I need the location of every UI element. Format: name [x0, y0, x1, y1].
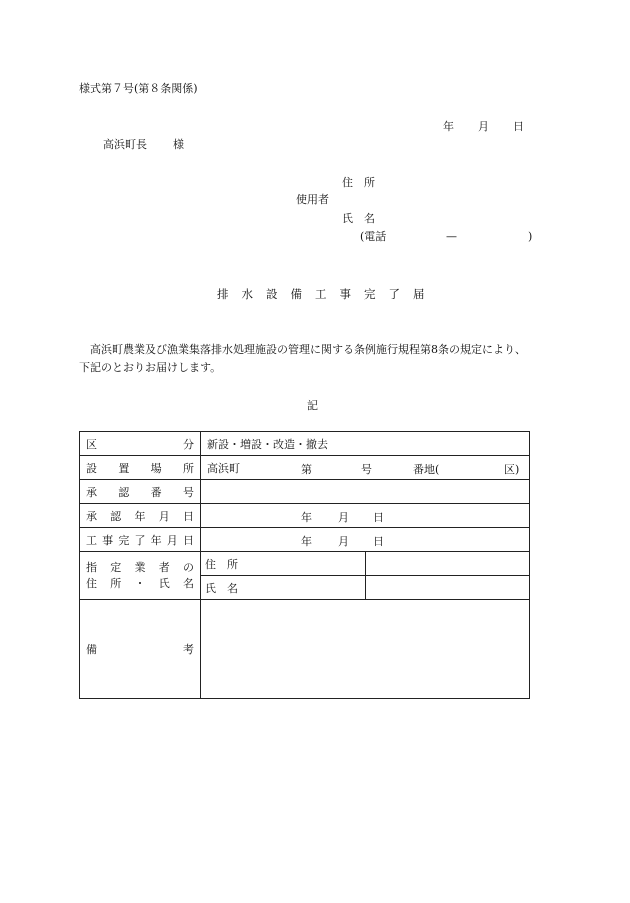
row-approval-date	[80, 504, 530, 528]
ki-heading: 記	[307, 399, 318, 412]
label-contractor: 指 定 業 者 の 住 所 ・ 氏 名	[80, 552, 201, 600]
applicant-phone-open: (電話	[360, 230, 387, 243]
form-table	[79, 431, 530, 699]
title-char: 届	[413, 287, 425, 301]
label-category: 区 分	[80, 432, 201, 456]
body-text-line-1: 高浜町農業及び漁業集落排水処理施設の管理に関する条例施行規程第8条の規定により、	[90, 343, 526, 356]
title-char: 設	[266, 287, 278, 301]
row-location	[80, 456, 530, 480]
date-line	[443, 120, 524, 134]
title-char: 水	[241, 287, 253, 301]
title-char: 排	[217, 287, 229, 301]
location-town: 高浜町	[207, 461, 240, 475]
completion-date-day: 日	[373, 535, 384, 548]
title-char: 工	[315, 287, 327, 301]
applicant-name-label: 氏 名	[342, 212, 375, 225]
body-text-line-2: 下記のとおりお届けします。	[79, 361, 222, 374]
label-completion-date: 工 事 完 了 年 月 日	[80, 528, 201, 552]
contractor-name-label: 氏 名	[201, 576, 366, 600]
location-ku: 区)	[504, 463, 520, 476]
row-contractor-address	[80, 552, 530, 576]
row-approval-number	[80, 480, 530, 504]
label-approval-number: 承 認 番 号	[80, 480, 201, 504]
row-remarks	[80, 600, 530, 699]
approval-date-day: 日	[373, 511, 384, 524]
completion-date-value[interactable]	[201, 528, 530, 552]
form-number: 様式第７号(第８条関係)	[79, 82, 198, 95]
applicant-phone-close: )	[528, 230, 533, 243]
label-location: 設 置 場 所	[80, 456, 201, 480]
row-category	[80, 432, 530, 456]
date-month-label: 月	[478, 120, 489, 133]
applicant-role-label: 使用者	[296, 193, 329, 206]
date-day-label: 日	[513, 120, 524, 133]
approval-date-year: 年	[301, 511, 312, 524]
date-year-label: 年	[443, 120, 454, 133]
remarks-value[interactable]	[201, 600, 530, 699]
label-remarks: 備 考	[80, 600, 201, 699]
location-banchi: 番地(	[413, 463, 440, 476]
completion-date-year: 年	[301, 535, 312, 548]
title-char: 完	[364, 287, 376, 301]
location-value[interactable]	[201, 456, 530, 480]
document-title	[217, 287, 425, 302]
applicant-address-label: 住 所	[342, 176, 375, 189]
label-approval-date: 承 認 年 月 日	[80, 504, 201, 528]
contractor-address-value[interactable]	[365, 552, 530, 576]
contractor-address-label: 住 所	[201, 552, 366, 576]
approval-number-value[interactable]	[201, 480, 530, 504]
location-dai: 第	[301, 463, 312, 476]
applicant-phone-dash: —	[446, 230, 457, 243]
approval-date-value[interactable]	[201, 504, 530, 528]
location-go: 号	[361, 463, 372, 476]
category-value[interactable]: 新設・増設・改造・撤去	[201, 432, 530, 456]
title-char: 事	[339, 287, 351, 301]
addressee-name: 高浜町長	[103, 138, 147, 151]
title-char: 了	[388, 287, 400, 301]
addressee-honorific: 様	[173, 138, 184, 151]
approval-date-month: 月	[338, 511, 349, 524]
completion-date-month: 月	[338, 535, 349, 548]
title-char: 備	[290, 287, 302, 301]
row-completion-date	[80, 528, 530, 552]
contractor-name-value[interactable]	[365, 576, 530, 600]
